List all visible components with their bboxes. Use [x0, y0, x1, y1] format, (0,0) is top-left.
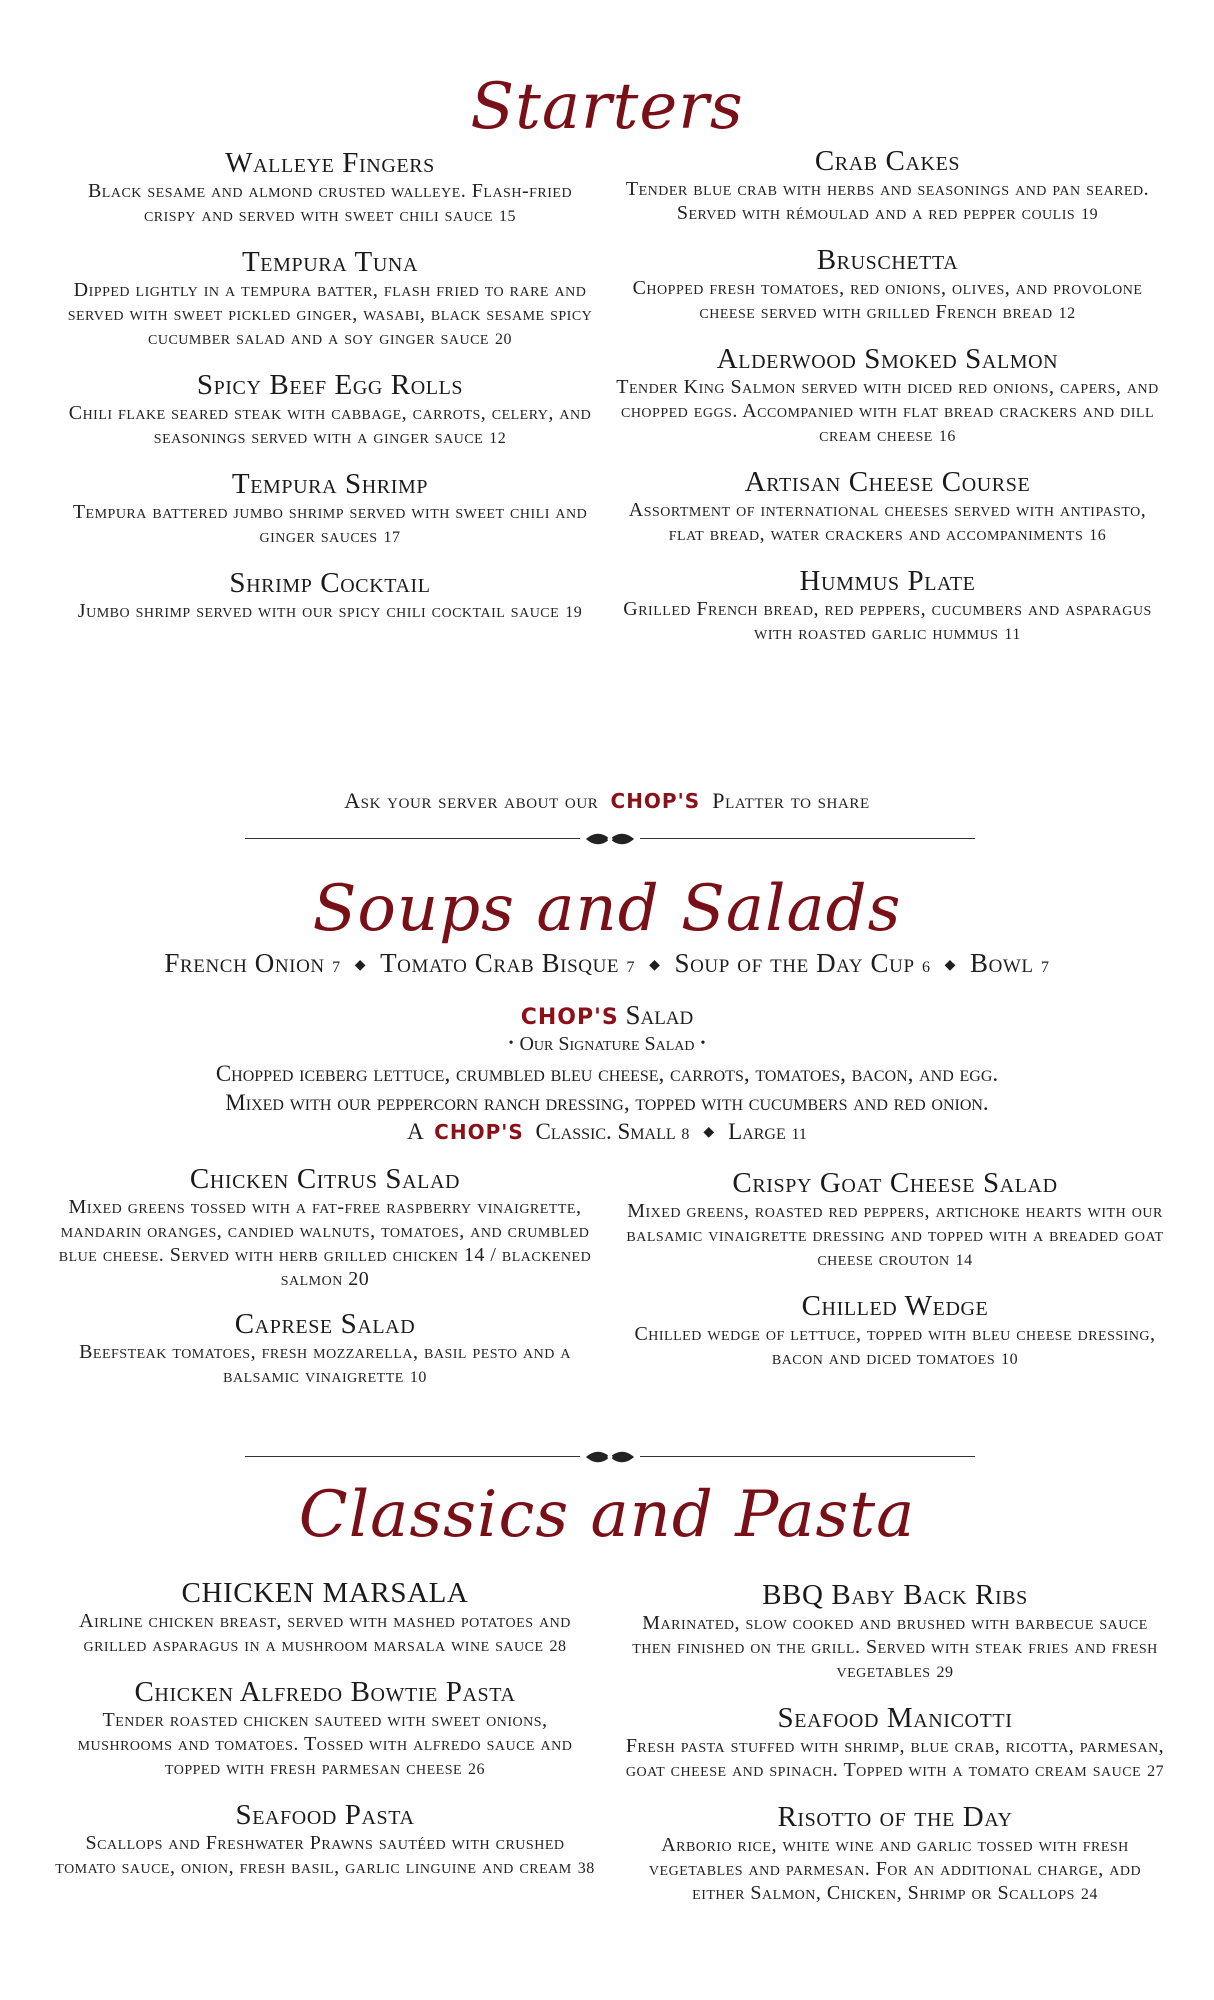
starters-heading: Starters	[470, 70, 744, 144]
menu-item	[60, 568, 600, 625]
platter-note-after: Platter to share	[712, 788, 870, 813]
soup-price: 7	[1041, 959, 1050, 976]
menu-item	[615, 245, 1160, 326]
menu-item	[60, 148, 600, 229]
menu-item	[55, 1164, 595, 1291]
chops-salad-subtitle: • Our Signature Salad •	[508, 1033, 706, 1055]
menu-item-price: 26	[468, 1761, 486, 1778]
menu-item-price: 16	[938, 428, 956, 445]
menu-item-title: Tempura Shrimp	[231, 468, 429, 500]
flourish-ornament-icon	[580, 1450, 640, 1464]
menu-item	[55, 1578, 595, 1659]
menu-item	[625, 1580, 1165, 1685]
menu-item-title: Spicy Beef Egg Rolls	[196, 369, 464, 401]
soup-tomato-crab-bisque: Tomato Crab Bisque	[380, 948, 620, 978]
menu-item-description: Mixed greens tossed with a fat-free raspberry vinaigrette, mandarin oranges, candied walnuts, tomatoes, and crumbled blue cheese. Served with herb grilled chicken 14 / blackened salmon 20	[58, 1196, 592, 1290]
menu-item-description: Black sesame and almond crusted walleye. Flash-fried crispy and served with sweet chili sauce 15	[87, 180, 573, 226]
menu-item	[55, 1800, 595, 1881]
salads-right-column	[625, 1168, 1165, 1390]
menu-item-title: Bruschetta	[816, 244, 959, 276]
menu-item-title: Crispy Goat Cheese Salad	[732, 1167, 1058, 1199]
menu-item-title: Hummus Plate	[799, 565, 976, 597]
menu-item-description: Tender King Salmon served with diced red onions, capers, and chopped eggs. Accompanied with flat bread crackers and dill cream cheese 16	[616, 376, 1159, 446]
menu-item	[625, 1802, 1165, 1907]
classics-pasta-heading: Classics and Pasta	[298, 1478, 916, 1552]
soup-price: 6	[921, 959, 931, 976]
menu-item-description: Marinated, slow cooked and brushed with barbecue sauce then finished on the grill. Served with steak fries and fresh vegetables 29	[632, 1612, 1158, 1682]
soup-of-the-day-cup: Soup of the Day Cup	[674, 948, 915, 978]
menu-item-description: Scallops and Freshwater Prawns sautéed with crushed tomato sauce, onion, fresh basil, garlic linguine and cream 38	[55, 1832, 595, 1878]
menu-item-price: 15	[499, 208, 517, 225]
chops-salad-line: Chopped iceberg lettuce, crumbled bleu cheese, carrots, tomatoes, bacon, and egg.	[215, 1061, 999, 1086]
menu-item	[615, 566, 1160, 647]
chops-logo: CHOP'S	[610, 789, 701, 813]
menu-item-description: Assortment of international cheeses served with antipasto, flat bread, water crackers and accompaniments 16	[628, 499, 1147, 545]
menu-item-description: Chopped fresh tomatoes, red onions, olives, and provolone cheese served with grilled French bread 12	[632, 277, 1143, 323]
menu-item-title: Crab Cakes	[814, 145, 961, 177]
menu-item	[615, 344, 1160, 449]
salads-left-column	[55, 1164, 595, 1408]
chops-salad-title	[0, 1000, 1214, 1031]
menu-item-title: Chilled Wedge	[801, 1290, 989, 1322]
section-divider	[245, 832, 975, 846]
soup-bowl: Bowl	[969, 948, 1034, 978]
section-divider	[245, 1450, 975, 1464]
menu-item-price: 11	[1004, 626, 1021, 643]
menu-item-price: 12	[489, 430, 507, 447]
chops-salad-pricing: A CHOP'S Classic. Small 8 ◆ Large 11	[407, 1119, 807, 1144]
menu-item-title: BBQ Baby Back Ribs	[762, 1579, 1028, 1611]
menu-item-title: Tempura Tuna	[241, 246, 419, 278]
menu-item	[55, 1677, 595, 1782]
starters-right-column	[615, 146, 1160, 665]
chops-logo: CHOP'S	[434, 1120, 524, 1144]
menu-item-title: Chicken Citrus Salad	[189, 1163, 461, 1195]
soup-french-onion: French Onion	[164, 948, 325, 978]
menu-item	[55, 1309, 595, 1390]
menu-item-price: 29	[936, 1664, 954, 1681]
menu-item-description: Jumbo shrimp served with our spicy chili cocktail sauce 19	[77, 600, 583, 622]
menu-item	[60, 469, 600, 550]
menu-item-price: 12	[1058, 305, 1076, 322]
menu-item-title: Caprese Salad	[234, 1308, 416, 1340]
soup-price: 7	[626, 959, 636, 976]
menu-item-title: Alderwood Smoked Salmon	[716, 343, 1059, 375]
chops-salad-description	[0, 1059, 1214, 1149]
menu-item-price: 27	[1147, 1763, 1165, 1780]
chops-logo: CHOP'S	[520, 1005, 619, 1030]
menu-item-title: Walleye Fingers	[225, 147, 435, 179]
menu-item-description: Mixed greens, roasted red peppers, artichoke hearts with our balsamic vinaigrette dressing and topped with a breaded goat cheese crouton 14	[626, 1200, 1164, 1270]
menu-item-description: Tempura battered jumbo shrimp served with sweet chili and ginger sauces 17	[72, 501, 588, 547]
menu-item-description: Tender roasted chicken sauteed with sweet onions, mushrooms and tomatoes. Tossed with alfredo sauce and topped with fresh parmesan cheese 26	[77, 1709, 573, 1779]
menu-item-price: 10	[1001, 1351, 1019, 1368]
menu-item-description: Dipped lightly in a tempura batter, flash fried to rare and served with sweet pickled ginger, wasabi, black sesame spicy cucumber salad and a soy ginger sauce 20	[67, 279, 593, 349]
menu-item-description: Grilled French bread, red peppers, cucumbers and asparagus with roasted garlic hummus 11	[623, 598, 1152, 644]
menu-item-description: Arborio rice, white wine and garlic tossed with fresh vegetables and parmesan. For an additional charge, add either Salmon, Chicken, Shrimp or Scallops 24	[648, 1834, 1142, 1904]
soups-salads-heading: Soups and Salads	[312, 872, 902, 946]
menu-item-description: Chilled wedge of lettuce, topped with bleu cheese dressing, bacon and diced tomatoes 10	[634, 1323, 1156, 1369]
starters-left-column	[60, 148, 600, 643]
chops-salad-label: Salad	[625, 1000, 694, 1030]
menu-item	[625, 1703, 1165, 1784]
menu-item-title: Artisan Cheese Course	[744, 466, 1031, 498]
menu-item-price: 17	[383, 529, 401, 546]
menu-item	[625, 1168, 1165, 1273]
menu-item	[60, 247, 600, 352]
chops-salad-line: Mixed with our peppercorn ranch dressing, topped with cucumbers and red onion.	[225, 1090, 989, 1115]
menu-item-description: Fresh pasta stuffed with shrimp, blue crab, ricotta, parmesan, goat cheese and spinach. Topped with a tomato cream sauce 27	[625, 1735, 1165, 1781]
flourish-ornament-icon	[580, 832, 640, 846]
classics-left-column	[55, 1578, 595, 1899]
soups-line: French Onion 7 ◆ Tomato Crab Bisque 7 ◆ Soup of the Day Cup 6 ◆ Bowl 7	[164, 948, 1050, 978]
menu-item-price: 38	[577, 1860, 595, 1877]
menu-item-price: 19	[565, 604, 583, 621]
menu-item-description: Chili flake seared steak with cabbage, carrots, celery, and seasonings served with a ginger sauce 12	[68, 402, 592, 448]
menu-item-price: 28	[549, 1638, 567, 1655]
classics-right-column	[625, 1580, 1165, 1925]
menu-item-title: CHICKEN MARSALA	[181, 1577, 469, 1609]
menu-item-description: Tender blue crab with herbs and seasonings and pan seared. Served with rémoulad and a red pepper coulis 19	[625, 178, 1150, 224]
menu-item	[60, 370, 600, 451]
menu-item-price: 24	[1080, 1886, 1098, 1903]
menu-item-title: Risotto of the Day	[777, 1801, 1013, 1833]
menu-item	[625, 1291, 1165, 1372]
menu-item-price: 19	[1081, 206, 1099, 223]
menu-item-price: 20	[494, 331, 512, 348]
menu-item-title: Shrimp Cocktail	[229, 567, 431, 599]
platter-note	[0, 788, 1214, 814]
platter-note-before: Ask your server about our	[344, 788, 599, 813]
menu-item-description: Airline chicken breast, served with mashed potatoes and grilled asparagus in a mushroom marsala wine sauce 28	[79, 1610, 571, 1656]
menu-item-title: Seafood Manicotti	[777, 1702, 1013, 1734]
menu-item-price: 16	[1089, 527, 1107, 544]
menu-item-price: 14	[955, 1252, 973, 1269]
menu-item-title: Chicken Alfredo Bowtie Pasta	[134, 1676, 516, 1708]
soup-price: 7	[332, 959, 341, 976]
menu-item	[615, 146, 1160, 227]
menu-item-price: 10	[409, 1369, 427, 1386]
menu-item	[615, 467, 1160, 548]
menu-item-title: Seafood Pasta	[235, 1799, 415, 1831]
menu-item-description: Beefsteak tomatoes, fresh mozzarella, basil pesto and a balsamic vinaigrette 10	[79, 1341, 571, 1387]
